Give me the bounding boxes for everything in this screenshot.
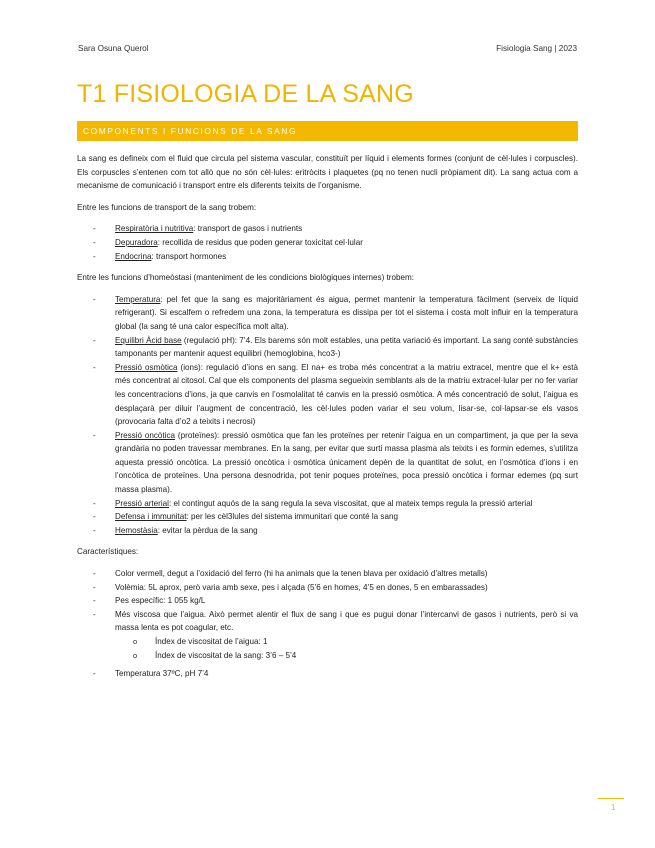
page-title: T1 FISIOLOGIA DE LA SANG — [77, 80, 414, 108]
item-text: : el contingut aquós de la sang regula la seva viscositat, que al mateix temps regula la pressió arterial — [168, 498, 533, 508]
list-item: - Temperatura 37ºC, pH 7’4 — [77, 667, 578, 681]
homeostasis-intro: Entre les funcions d’homeòstasi (manteniment de les condicions biològiques internes) trobem: — [77, 273, 414, 283]
list-item — [77, 250, 578, 264]
term-defensa-immunitat: Defensa i immunitat — [115, 512, 187, 522]
list-item: - Color vermell, degut a l’oxidació del ferro (hi ha animals que la tenen blava per oxidació d’altres metalls) — [77, 567, 578, 581]
transport-list — [77, 222, 578, 263]
item-text: (proteïnes): pressió osmòtica que fan les proteïnes per retenir l’aigua en un compartiment, ja que per la seva grandària no poden travessar membranes. En la sang, per evitar que surti massa plasma als teixits i es formin edemes, s’utilitza aquesta pressió oncòtica. La pressió oncòtica i osmòtica únicament depèn de la quantitat de solut, en l’osmòtica d’ions i en l’oncòtica de proteïnes. Una persona desnodrida, pot tenir poques proteïnes, poca pressió oncòtica i formar edemes (pq surt massa plasma). — [115, 430, 578, 495]
sublist-item: o Índex de viscositat de la sang: 3’6 – 5’4 — [77, 649, 578, 663]
term-respiratoria: Respiratòria i nutritiva — [115, 224, 194, 234]
list-item — [77, 222, 578, 236]
term-endocrina: Endocrina — [115, 251, 152, 261]
list-item: - Pes específic: 1 055 kg/L — [77, 594, 578, 608]
term-depuradora: Depuradora — [115, 237, 158, 247]
term-pressio-arterial: Pressió arterial — [115, 498, 169, 508]
list-item — [77, 510, 578, 524]
footer-divider — [598, 798, 624, 799]
item-text: (ions): regulació d’ions en sang. El na+ es troba més concentrat a la matriu extracel, mentre que el k+ està més concentrat al citosol. Cal que els components del plasma segueixin semblants als de la matriu extracel·lular per no fer variar les concentracions d’ions, ja que canvis en l’osmolalitat té canvis en la pressió osmòtica. A més concentració de solut, l’aigua es desplaçarà per diluir l’augment de concentració, les cèl·lules poden variar el seu volum, lisar-se, col·lapsar-se els vasos (provocaria falta d’o2 a teixits i necrosi) — [115, 362, 578, 427]
list-item: - Volèmia: 5L aprox, però varia amb sexe, pes i alçada (5’6 en homes, 4’5 en dones, 5 en embarassades) — [77, 581, 578, 595]
item-text: : transport hormones — [151, 251, 227, 261]
viscosity-sublist — [77, 635, 578, 662]
term-pressio-osmotica: Pressió osmòtica — [115, 362, 178, 372]
sublist-item: o Índex de viscositat de l’aigua: 1 — [77, 635, 578, 649]
item-text: : evitar la pèrdua de la sang — [157, 525, 258, 535]
term-hemostasia: Hemostàsia — [115, 525, 158, 535]
list-item — [77, 236, 578, 250]
item-text: : pel fet que la sang es majoritàriament és aigua, permet mantenir la temperatura fàcilment (serveix de líquid refrigerant). Si escalfem o refredem una zona, la temperatura es dissipa per tot el sistema i costa molt influir en la temperatura global (la sang té una calor específica molt alta). — [115, 294, 578, 331]
header-author: Sara Osuna Querol — [78, 44, 149, 53]
transport-intro: Entre les funcions de transport de la sang trobem: — [77, 202, 257, 212]
document-body — [77, 152, 578, 689]
term-equilibri-acid-base: Equilibri Àcid base — [115, 335, 182, 345]
item-text: (regulació pH): 7’4. Els barems són molt estables, una petita variació és important. La sang conté substàncies tamponants per mantenir aquest equilibri (hemoglobina, hco3-) — [115, 335, 578, 359]
characteristics-intro: Característiques: — [77, 547, 139, 557]
list-item — [77, 608, 578, 662]
intro-paragraph: La sang es defineix com el fluid que circula pel sistema vascular, constituït per líquid i elements formes (conjunt de cèl·lules i corpuscles). Els corpuscles s’entenen com tot allò que no són cèl·lules: eritròcits i plaquetes (pq no tenen nucli pròpiament dit). La sang actua com a mecanisme de comunicació i transport entre els diferents teixits de l’organisme. — [77, 154, 578, 191]
header-course: Fisiologia Sang | 2023 — [496, 44, 577, 53]
term-temperatura: Temperatura — [115, 294, 161, 304]
section-heading: COMPONENTS I FUNCIONS DE LA SANG — [77, 121, 578, 141]
term-pressio-oncotica: Pressió oncòtica — [115, 430, 176, 440]
characteristics-list — [77, 567, 578, 681]
page-number: 1 — [611, 803, 616, 812]
item-text: : recollida de residus que poden generar toxicitat cel·lular — [157, 237, 363, 247]
list-item — [77, 293, 578, 334]
list-item — [77, 497, 578, 511]
item-text: : transport de gasos i nutrients — [193, 224, 303, 234]
list-item — [77, 361, 578, 429]
homeostasis-list — [77, 293, 578, 538]
item-text: Més viscosa que l’aigua. Això permet alentir el flux de sang i que es pugui donar l’intercanvi de gasos i nutrients, però si va massa lenta es pot coagular, etc. — [115, 609, 578, 633]
item-text: : per les cèl3lules del sistema immunitari que conté la sang — [186, 512, 398, 522]
list-item — [77, 334, 578, 361]
list-item — [77, 524, 578, 538]
list-item — [77, 429, 578, 497]
